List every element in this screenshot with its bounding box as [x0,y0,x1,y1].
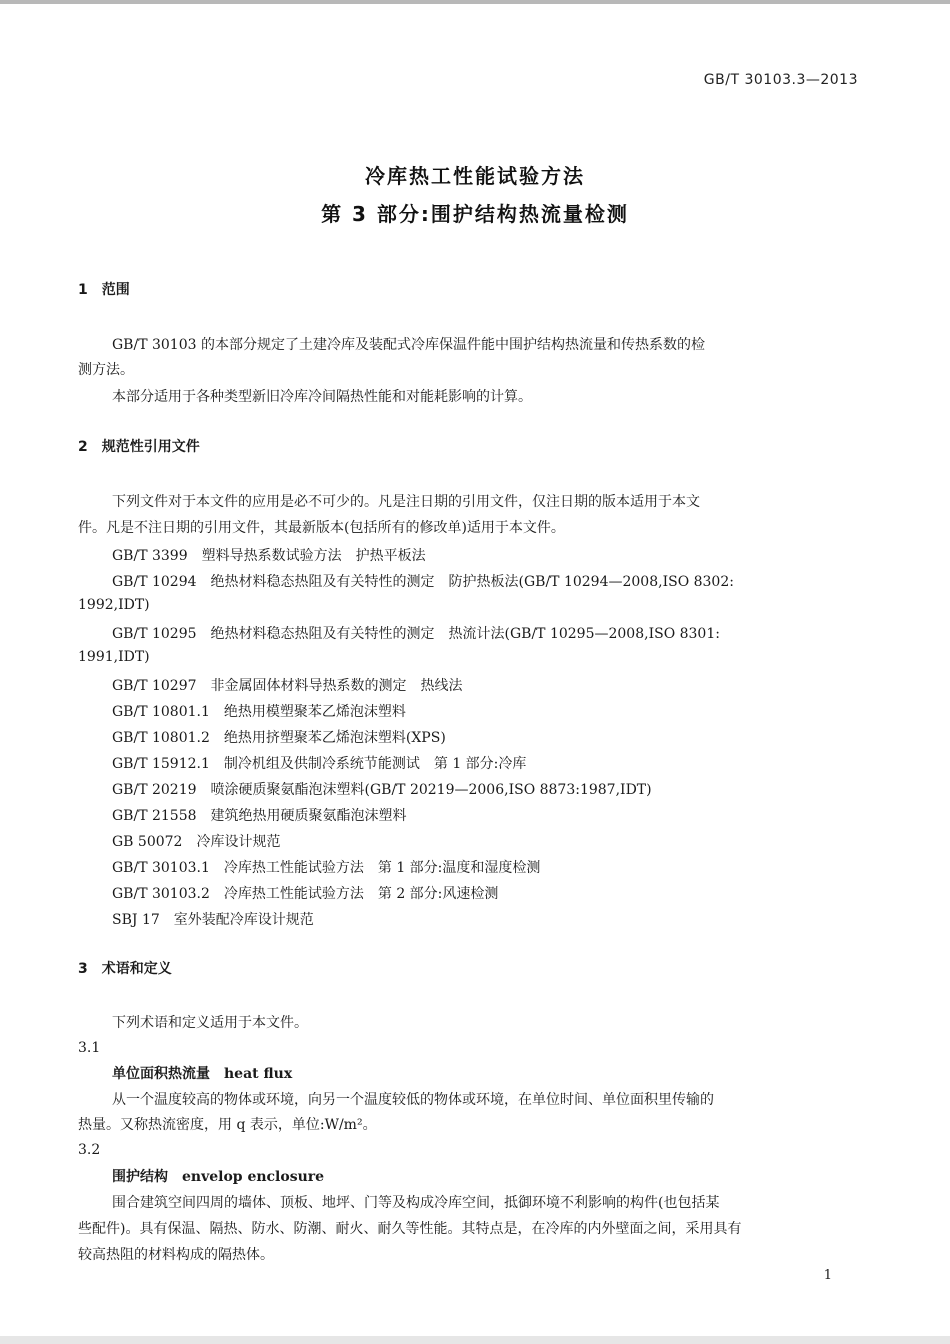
reference-item [112,623,720,643]
reference-title: 室外装配冷库设计规范 [173,912,314,928]
reference-code: GB/T 15912.1 [112,756,210,772]
reference-item [112,909,314,929]
reference-title: 非金属固体材料导热系数的测定 热线法 [210,678,463,694]
reference-code: GB/T 21558 [112,808,197,824]
page-top-edge [0,0,950,4]
reference-title: 绝热用挤塑聚苯乙烯泡沫塑料(XPS) [223,730,446,746]
reference-code: GB/T 10297 [112,678,197,694]
s2-intro-line-1: 下列文件对于本文件的应用是必不可少的。凡是注日期的引用文件，仅注日期的版本适用于本文 [112,494,700,510]
term-name-en: heat flux [224,1066,293,1082]
reference-code: GB/T 10295 [112,626,197,642]
reference-code: SBJ 17 [112,912,160,928]
term-definition-line: 些配件)。具有保温、隔热、防水、防潮、耐火、耐久等性能。其特点是，在冷库的内外壁面之间，采用具有 [78,1221,742,1237]
term-name-zh: 围护结构 [112,1169,168,1185]
reference-title: 冷库热工性能试验方法 第 1 部分:温度和湿度检测 [223,860,541,876]
reference-item [112,805,407,825]
reference-title: 塑料导热系数试验方法 护热平板法 [201,548,426,564]
reference-item [112,727,446,747]
section-1-heading: 1 范围 [78,282,130,298]
document-subtitle: 第 3 部分:围护结构热流量检测 [321,202,629,226]
reference-title: 绝热用模塑聚苯乙烯泡沫塑料 [223,704,406,720]
section-3-heading: 3 术语和定义 [78,961,172,977]
document-title: 冷库热工性能试验方法 [365,164,585,188]
reference-item [112,779,652,799]
term-name-en: envelop enclosure [182,1169,325,1185]
term-number: 3.1 [78,1040,101,1056]
reference-code: GB/T 10801.1 [112,704,210,720]
reference-code: GB/T 10801.2 [112,730,210,746]
reference-title: 喷涂硬质聚氨酯泡沫塑料(GB/T 20219—2006,ISO 8873:1987,IDT) [210,782,652,798]
reference-title: 冷库热工性能试验方法 第 2 部分:风速检测 [223,886,499,902]
reference-code: GB/T 10294 [112,574,197,590]
s2-intro-line-2: 件。凡是不注日期的引用文件，其最新版本(包括所有的修改单)适用于本文件。 [78,520,565,536]
reference-item [112,857,540,877]
reference-item [112,701,406,721]
reference-code: GB/T 20219 [112,782,197,798]
s1-paragraph-1-line-2: 测方法。 [78,362,134,378]
reference-item [112,753,526,773]
term-heading [112,1169,324,1186]
term-definition-line: 从一个温度较高的物体或环境，向另一个温度较低的物体或环境，在单位时间、单位面积里传输的 [112,1092,714,1108]
standard-code: GB/T 30103.3—2013 [703,72,858,88]
reference-title: 绝热材料稳态热阻及有关特性的测定 防护热板法(GB/T 10294—2008,ISO 8302: [210,574,734,590]
reference-title: 建筑绝热用硬质聚氨酯泡沫塑料 [210,808,407,824]
reference-item [112,545,426,565]
reference-item [112,675,463,695]
s1-paragraph-1-line-1: GB/T 30103 的本部分规定了土建冷库及装配式冷库保温件能中围护结构热流量和传热系数的检 [112,337,705,353]
page-bottom-edge [0,1336,950,1344]
s3-intro: 下列术语和定义适用于本文件。 [112,1015,308,1031]
s1-paragraph-2: 本部分适用于各种类型新旧冷库冷间隔热性能和对能耗影响的计算。 [112,389,532,405]
reference-title: 制冷机组及供制冷系统节能测试 第 1 部分:冷库 [223,756,527,772]
reference-continuation: 1992,IDT) [78,597,150,613]
term-number: 3.2 [78,1142,101,1158]
reference-code: GB/T 3399 [112,548,188,564]
page-number: 1 [823,1268,832,1283]
term-definition-line: 热量。又称热流密度，用 q 表示，单位:W/m²。 [78,1117,377,1133]
reference-item [112,571,734,591]
reference-item [112,831,280,851]
term-definition-line: 较高热阻的材料构成的隔热体。 [78,1247,274,1263]
reference-title: 绝热材料稳态热阻及有关特性的测定 热流计法(GB/T 10295—2008,ISO 8301: [210,626,720,642]
term-name-zh: 单位面积热流量 [112,1066,210,1082]
reference-code: GB/T 30103.2 [112,886,210,902]
reference-item [112,883,498,903]
reference-code: GB 50072 [112,834,183,850]
term-heading [112,1066,292,1083]
reference-continuation: 1991,IDT) [78,649,150,665]
reference-title: 冷库设计规范 [196,834,281,850]
section-2-heading: 2 规范性引用文件 [78,439,200,455]
reference-code: GB/T 30103.1 [112,860,210,876]
term-definition-line: 围合建筑空间四周的墙体、顶板、地坪、门等及构成冷库空间，抵御环境不利影响的构件(也包括某 [112,1195,720,1211]
